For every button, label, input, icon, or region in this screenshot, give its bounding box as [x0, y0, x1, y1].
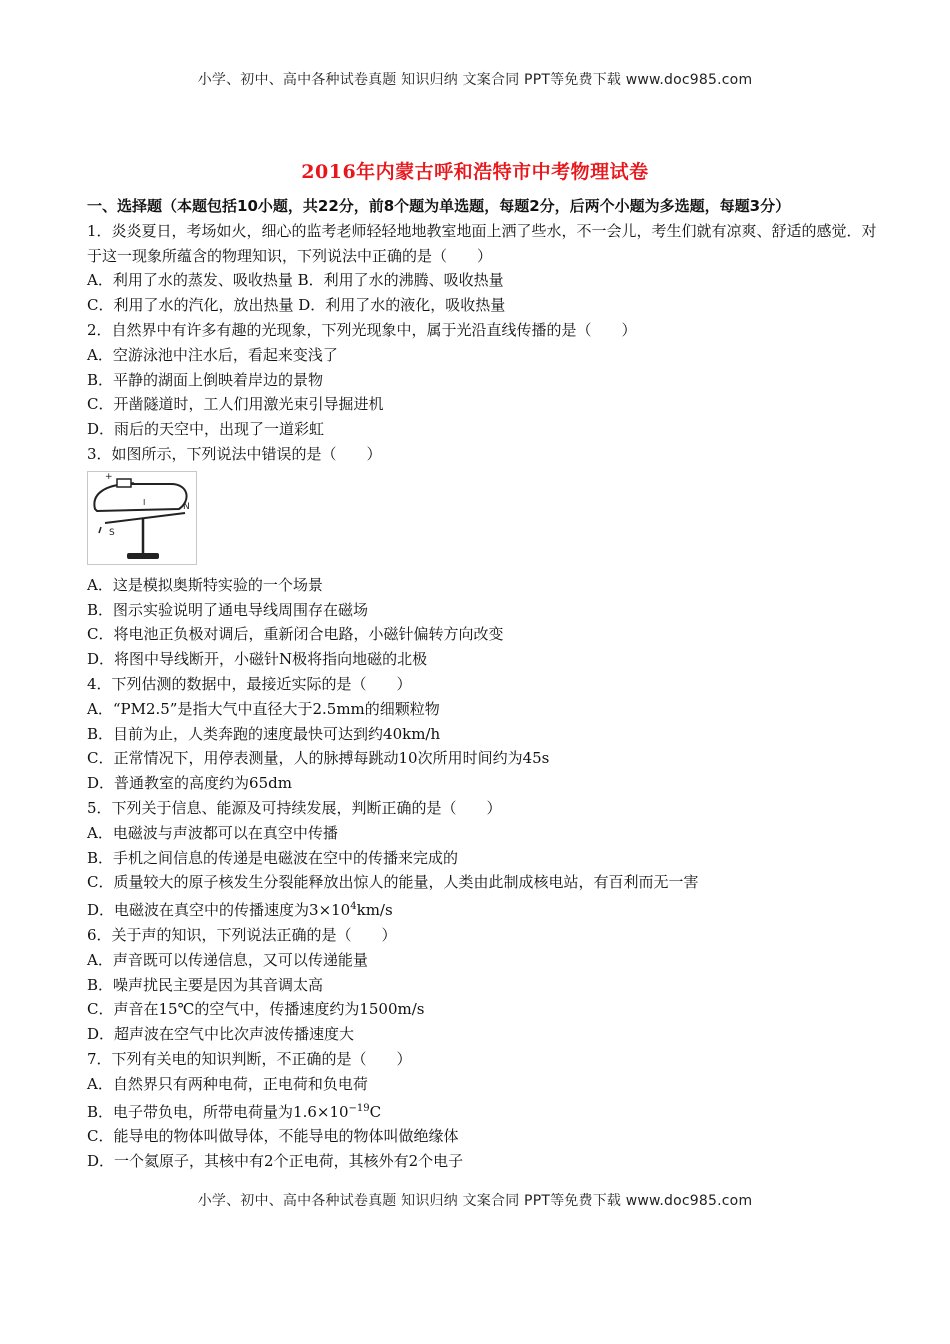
- question-3-option-b: B．图示实验说明了通电导线周围存在磁场: [87, 600, 369, 619]
- north-pole-label: N: [183, 501, 190, 512]
- question-2-option-b: B．平静的湖面上倒映着岸边的景物: [87, 370, 324, 389]
- exam-content: [87, 194, 877, 1174]
- current-label: I: [143, 497, 146, 507]
- section-heading: 一、选择题（本题包括10小题，共22分，前8个题为单选题，每题2分，后两个小题为多选题，每题3分）: [87, 197, 791, 215]
- question-5-option-d: [87, 895, 877, 923]
- question-7-option-d: D．一个氦原子，其核中有2个正电荷，其核外有2个电子: [87, 1152, 464, 1171]
- question-6-option-c: C．声音在15℃的空气中，传播速度约为1500m/s: [87, 1000, 425, 1019]
- question-6-option-d: D．超声波在空气中比次声波传播速度大: [87, 1025, 355, 1044]
- question-3-option-a: A．这是模拟奥斯特实验的一个场景: [87, 575, 323, 594]
- question-6-stem: 6．关于声的知识，下列说法正确的是（ ）: [87, 925, 397, 944]
- south-pole-label: S: [109, 527, 115, 538]
- question-7-option-b-prefix: B．电子带负电，所带电荷量为1.6×10: [87, 1102, 349, 1121]
- question-7-option-c: C．能导电的物体叫做导体，不能导电的物体叫做绝缘体: [87, 1127, 459, 1146]
- oersted-experiment-figure: [87, 471, 197, 565]
- question-4-option-d: D．普通教室的高度约为65dm: [87, 774, 292, 793]
- battery-icon: [117, 479, 131, 487]
- plus-label: +: [105, 471, 113, 482]
- question-7-option-b: [87, 1097, 877, 1125]
- question-3-option-c: C．将电池正负极对调后，重新闭合电路，小磁针偏转方向改变: [87, 625, 504, 644]
- question-5-option-c: C．质量较大的原子核发生分裂能释放出惊人的能量，人类由此制成核电站，有百利而无一害: [87, 873, 699, 892]
- question-7-option-b-exponent: −19: [348, 1102, 370, 1114]
- needle-tick-left: [99, 527, 101, 533]
- question-4-option-a: A．“PM2.5”是指大气中直径大于2.5mm的细颗粒物: [87, 699, 440, 718]
- compass-needle: [105, 513, 185, 523]
- question-4-option-c: C．正常情况下，用停表测量，人的脉搏每跳动10次所用时间约为45s: [87, 749, 550, 768]
- question-6-option-a: A．声音既可以传递信息，又可以传递能量: [87, 950, 368, 969]
- question-2-option-c: C．开凿隧道时，工人们用激光束引导掘进机: [87, 395, 384, 414]
- question-5-option-d-prefix: D．电磁波在真空中的传播速度为3×10: [87, 901, 351, 920]
- question-1-options-cd: C．利用了水的汽化，放出热量 D．利用了水的液化，吸收热量: [87, 296, 506, 315]
- question-7-stem: 7．下列有关电的知识判断，不正确的是（ ）: [87, 1049, 412, 1068]
- question-5-option-b: B．手机之间信息的传递是电磁波在空中的传播来完成的: [87, 848, 459, 867]
- page-title: 2016年内蒙古呼和浩特市中考物理试卷: [301, 161, 649, 183]
- wire-loop: [94, 484, 186, 511]
- question-3-stem: 3．如图所示，下列说法中错误的是（ ）: [87, 444, 382, 463]
- question-4-option-b: B．目前为止，人类奔跑的速度最快可达到约40km/h: [87, 724, 441, 743]
- question-2-option-a: A．空游泳池中注水后，看起来变浅了: [87, 345, 338, 364]
- question-5-stem: 5．下列关于信息、能源及可持续发展，判断正确的是（ ）: [87, 798, 502, 817]
- question-7-option-a: A．自然界只有两种电荷，正电荷和负电荷: [87, 1074, 368, 1093]
- question-5-option-d-suffix: km/s: [356, 901, 393, 920]
- question-7-option-b-suffix: C: [369, 1102, 382, 1121]
- question-5-option-d-exponent: 4: [350, 901, 357, 913]
- question-4-stem: 4．下列估测的数据中，最接近实际的是（ ）: [87, 674, 412, 693]
- question-5-option-a: A．电磁波与声波都可以在真空中传播: [87, 823, 338, 842]
- footer-banner: 小学、初中、高中各种试卷真题 知识归纳 文案合同 PPT等免费下载 www.doc985.com: [197, 1193, 753, 1209]
- question-2-stem: 2．自然界中有许多有趣的光现象，下列光现象中，属于光沿直线传播的是（ ）: [87, 320, 637, 339]
- question-1-stem: 1．炎炎夏日，考场如火，细心的监考老师轻轻地地教室地面上洒了些水，不一会儿，考生们就有凉爽、舒适的感觉．对于这一现象所蕴含的物理知识，下列说法中正确的是（ ）: [87, 221, 877, 265]
- question-6-option-b: B．噪声扰民主要是因为其音调太高: [87, 975, 324, 994]
- question-1-options-ab: A．利用了水的蒸发、吸收热量 B．利用了水的沸腾、吸收热量: [87, 271, 504, 290]
- question-3-option-d: D．将图中导线断开，小磁针N极将指向地磁的北极: [87, 650, 428, 669]
- stand-base: [127, 553, 159, 559]
- header-banner: 小学、初中、高中各种试卷真题 知识归纳 文案合同 PPT等免费下载 www.doc985.com: [197, 72, 753, 88]
- question-2-option-d: D．雨后的天空中，出现了一道彩虹: [87, 420, 325, 439]
